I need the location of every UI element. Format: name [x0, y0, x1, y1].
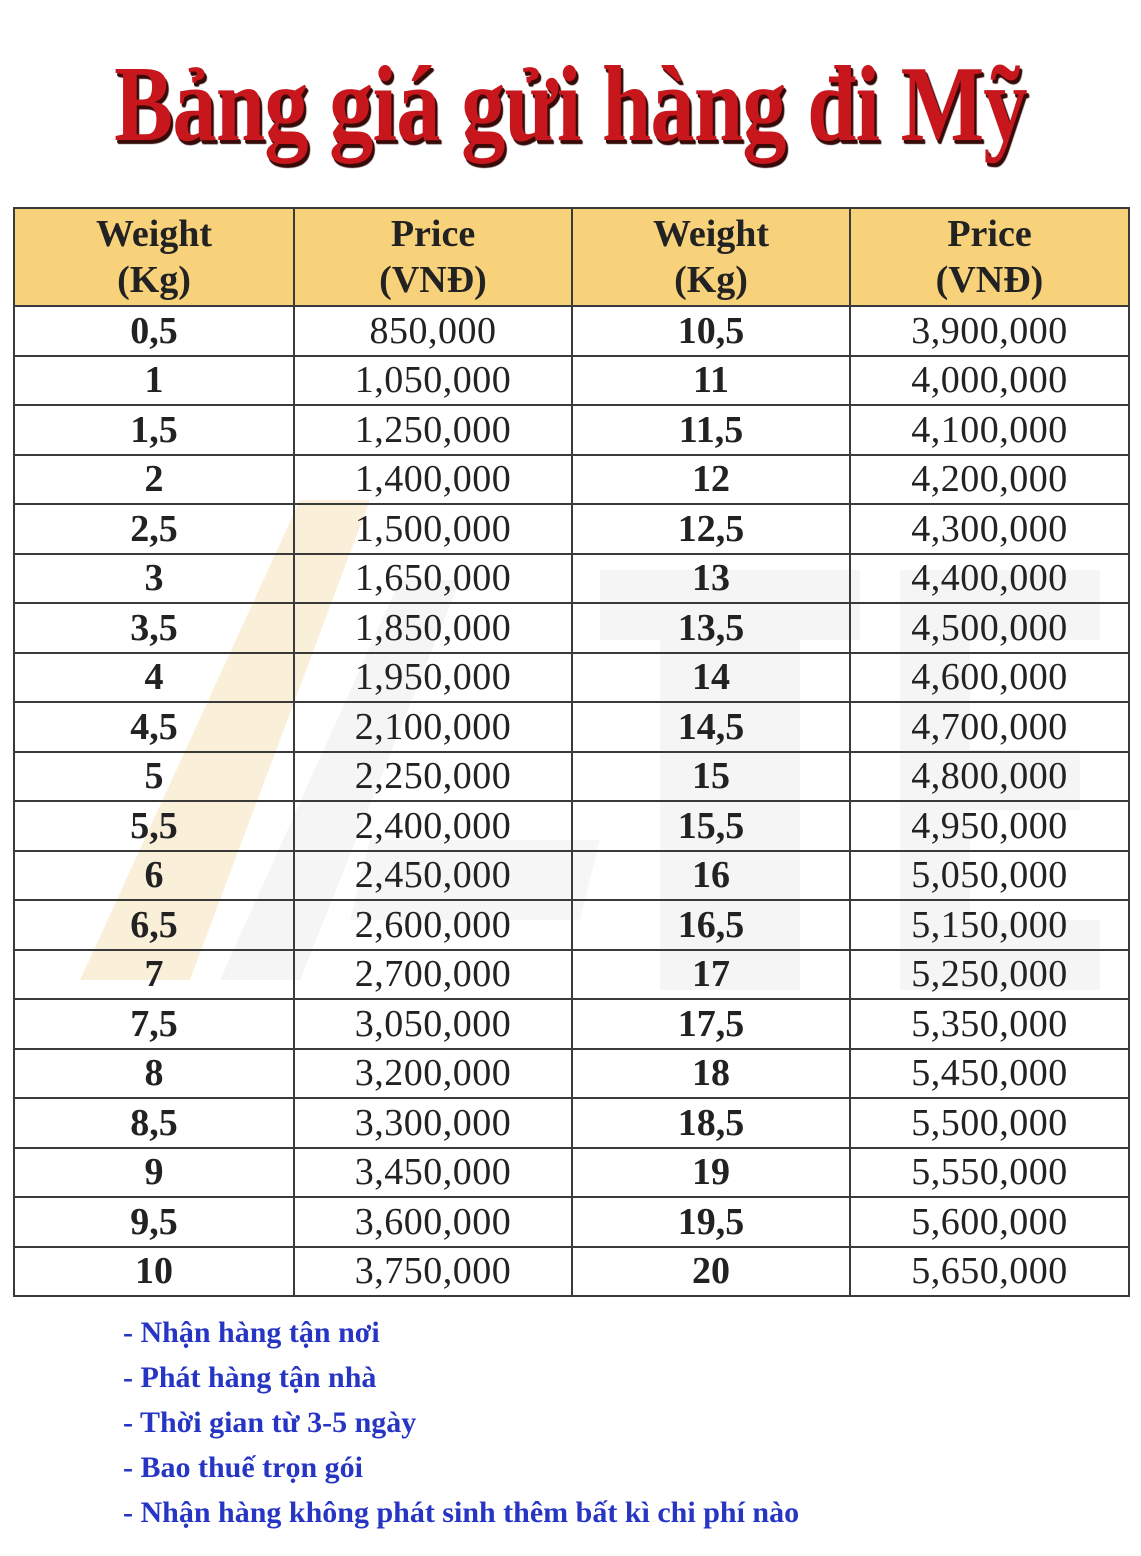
- header-price-right: [850, 208, 1129, 306]
- price-cell: 2,100,000: [294, 702, 572, 752]
- weight-cell: 1: [14, 356, 294, 406]
- price-cell: 4,700,000: [850, 702, 1129, 752]
- price-cell: 5,250,000: [850, 950, 1129, 1000]
- weight-cell: 4: [14, 653, 294, 703]
- weight-cell: 18,5: [572, 1098, 850, 1148]
- price-cell: 3,300,000: [294, 1098, 572, 1148]
- weight-cell: 5,5: [14, 801, 294, 851]
- price-cell: 5,600,000: [850, 1197, 1129, 1247]
- weight-cell: 1,5: [14, 405, 294, 455]
- table-row: [14, 306, 1129, 356]
- weight-cell: 8,5: [14, 1098, 294, 1148]
- table-row: [14, 455, 1129, 505]
- table-row: [14, 356, 1129, 406]
- table-row: [14, 702, 1129, 752]
- service-notes: [123, 1310, 799, 1535]
- header-unit: (Kg): [117, 259, 191, 301]
- table-row: [14, 1098, 1129, 1148]
- weight-cell: 14: [572, 653, 850, 703]
- weight-cell: 16: [572, 851, 850, 901]
- table-row: [14, 1148, 1129, 1198]
- price-cell: 4,200,000: [850, 455, 1129, 505]
- price-cell: 1,050,000: [294, 356, 572, 406]
- note-item: - Nhận hàng tận nơi: [123, 1316, 380, 1349]
- price-cell: 1,950,000: [294, 653, 572, 703]
- note-item: - Bao thuế trọn gói: [123, 1451, 363, 1484]
- table-row: [14, 603, 1129, 653]
- price-cell: 5,650,000: [850, 1247, 1129, 1297]
- weight-cell: 10: [14, 1247, 294, 1297]
- price-cell: 5,050,000: [850, 851, 1129, 901]
- table-row: [14, 405, 1129, 455]
- header-weight-right: [572, 208, 850, 306]
- header-weight-left: [14, 208, 294, 306]
- price-cell: 2,600,000: [294, 900, 572, 950]
- note-item: - Phát hàng tận nhà: [123, 1361, 377, 1394]
- weight-cell: 3,5: [14, 603, 294, 653]
- price-table-body: [14, 306, 1129, 1296]
- table-row: [14, 752, 1129, 802]
- weight-cell: 19: [572, 1148, 850, 1198]
- table-row: [14, 999, 1129, 1049]
- weight-cell: 9,5: [14, 1197, 294, 1247]
- table-row: [14, 950, 1129, 1000]
- table-row: [14, 1049, 1129, 1099]
- weight-cell: 2,5: [14, 504, 294, 554]
- header-unit: (VNĐ): [935, 259, 1044, 301]
- table-row: [14, 900, 1129, 950]
- weight-cell: 15,5: [572, 801, 850, 851]
- price-cell: 4,600,000: [850, 653, 1129, 703]
- price-cell: 850,000: [294, 306, 572, 356]
- price-cell: 2,400,000: [294, 801, 572, 851]
- header-label: Price: [947, 213, 1032, 255]
- price-cell: 1,250,000: [294, 405, 572, 455]
- weight-cell: 13: [572, 554, 850, 604]
- price-cell: 4,300,000: [850, 504, 1129, 554]
- weight-cell: 17,5: [572, 999, 850, 1049]
- weight-cell: 6: [14, 851, 294, 901]
- price-cell: 3,450,000: [294, 1148, 572, 1198]
- table-row: [14, 851, 1129, 901]
- weight-cell: 7: [14, 950, 294, 1000]
- price-cell: 5,150,000: [850, 900, 1129, 950]
- price-cell: 3,600,000: [294, 1197, 572, 1247]
- weight-cell: 9: [14, 1148, 294, 1198]
- table-row: [14, 801, 1129, 851]
- weight-cell: 18: [572, 1049, 850, 1099]
- price-cell: 4,500,000: [850, 603, 1129, 653]
- page-title: Bảng giá gửi hàng đi Mỹ: [114, 45, 1027, 164]
- weight-cell: 16,5: [572, 900, 850, 950]
- weight-cell: 13,5: [572, 603, 850, 653]
- price-cell: 3,200,000: [294, 1049, 572, 1099]
- weight-cell: 2: [14, 455, 294, 505]
- weight-cell: 5: [14, 752, 294, 802]
- price-cell: 5,350,000: [850, 999, 1129, 1049]
- weight-cell: 4,5: [14, 702, 294, 752]
- price-cell: 3,050,000: [294, 999, 572, 1049]
- price-table: [13, 207, 1130, 1297]
- price-cell: 4,400,000: [850, 554, 1129, 604]
- weight-cell: 8: [14, 1049, 294, 1099]
- header-label: Price: [390, 213, 476, 255]
- header-label: Weight: [95, 213, 213, 255]
- price-cell: 2,450,000: [294, 851, 572, 901]
- weight-cell: 15: [572, 752, 850, 802]
- price-cell: 5,550,000: [850, 1148, 1129, 1198]
- weight-cell: 14,5: [572, 702, 850, 752]
- table-row: [14, 554, 1129, 604]
- weight-cell: 11: [572, 356, 850, 406]
- weight-cell: 12,5: [572, 504, 850, 554]
- table-row: [14, 653, 1129, 703]
- price-cell: 3,900,000: [850, 306, 1129, 356]
- price-cell: 4,800,000: [850, 752, 1129, 802]
- price-cell: 3,750,000: [294, 1247, 572, 1297]
- price-cell: 1,400,000: [294, 455, 572, 505]
- header-price-left: [294, 208, 572, 306]
- price-cell: 1,650,000: [294, 554, 572, 604]
- weight-cell: 20: [572, 1247, 850, 1297]
- header-label: Weight: [652, 213, 770, 255]
- weight-cell: 11,5: [572, 405, 850, 455]
- note-item: - Nhận hàng không phát sinh thêm bất kì chi phí nào: [123, 1496, 800, 1529]
- weight-cell: 12: [572, 455, 850, 505]
- weight-cell: 17: [572, 950, 850, 1000]
- price-cell: 2,250,000: [294, 752, 572, 802]
- price-cell: 2,700,000: [294, 950, 572, 1000]
- header-unit: (Kg): [674, 259, 748, 301]
- price-cell: 4,000,000: [850, 356, 1129, 406]
- header-unit: (VNĐ): [379, 259, 487, 301]
- table-row: [14, 504, 1129, 554]
- price-cell: 1,850,000: [294, 603, 572, 653]
- weight-cell: 7,5: [14, 999, 294, 1049]
- table-row: [14, 1247, 1129, 1297]
- table-row: [14, 1197, 1129, 1247]
- price-cell: 4,100,000: [850, 405, 1129, 455]
- weight-cell: 6,5: [14, 900, 294, 950]
- price-cell: 5,450,000: [850, 1049, 1129, 1099]
- weight-cell: 19,5: [572, 1197, 850, 1247]
- weight-cell: 10,5: [572, 306, 850, 356]
- price-cell: 5,500,000: [850, 1098, 1129, 1148]
- weight-cell: 3: [14, 554, 294, 604]
- weight-cell: 0,5: [14, 306, 294, 356]
- price-cell: 4,950,000: [850, 801, 1129, 851]
- price-cell: 1,500,000: [294, 504, 572, 554]
- table-header-row: [14, 208, 1129, 306]
- note-item: - Thời gian từ 3-5 ngày: [123, 1406, 417, 1439]
